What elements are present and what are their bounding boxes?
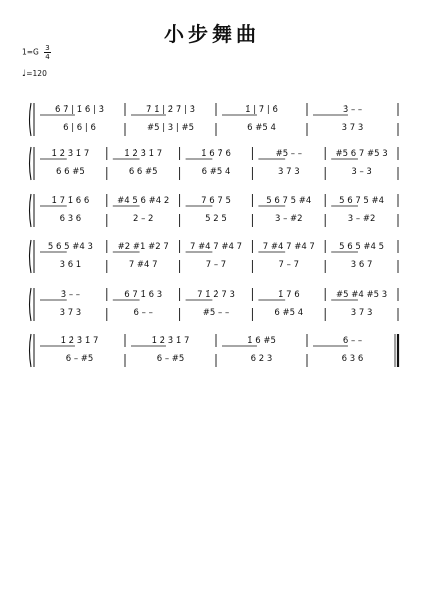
measure-lower: 3 7 3: [277, 167, 300, 177]
measure-upper: 1̇ 6 #5: [247, 336, 276, 346]
system-brace: [30, 147, 32, 180]
measure-lower: 6 – #5: [65, 354, 94, 364]
measure-upper: 1̇ 7 6: [277, 290, 300, 300]
system-brace: [30, 240, 32, 273]
measure-upper: 3̇ – –: [342, 105, 363, 115]
measure-lower: #5 – –: [202, 308, 230, 318]
time-unit: 4: [45, 53, 50, 61]
measure-upper: #5 – –: [275, 149, 303, 159]
measure-lower: 6 #5 4: [274, 308, 304, 318]
measure-upper: 1̇ 2̇ 3̇ 1̇ 7: [60, 336, 99, 346]
measure-upper: #5 #4 #5 3: [336, 290, 388, 300]
system-brace: [30, 194, 32, 227]
measure-lower: 3 7 3: [59, 308, 82, 318]
measure-lower: 6 – #5: [156, 354, 185, 364]
measure-lower: 3 6 7: [350, 260, 373, 270]
measure-lower: 6 6 #5: [128, 167, 158, 177]
measure-upper: 6̇ 7̇ | 1̇ 6̇ | 3̇: [55, 105, 104, 115]
measure-lower: 6 – –: [133, 308, 153, 318]
measure-lower: 6 2 3: [250, 354, 273, 364]
measure-upper: #2 #1 #2 7: [117, 242, 169, 252]
measure-lower: 6 | 6 | 6: [63, 123, 96, 133]
measure-upper: 5 6 5 #4 5: [339, 242, 385, 252]
measure-upper: #5 6 7 #5 3: [335, 149, 388, 159]
measure-lower: 3 7 3: [350, 308, 373, 318]
measure-lower: 3 – #2: [275, 214, 303, 224]
measure-upper: 1̇ 6 7̇ 6: [201, 149, 231, 159]
measure-lower: 5 2 5: [205, 214, 227, 224]
key-label: 1=G: [22, 47, 39, 57]
quarter-note-icon: ♩: [22, 69, 27, 79]
measure-upper: 7 1̇ 2̇ 7 3: [197, 290, 235, 300]
measure-upper: 1̇ | 7̇ | 6̇: [245, 105, 278, 115]
measure-lower: 3 – #2: [347, 214, 376, 224]
system-brace: [30, 288, 32, 321]
measure-upper: 5 6 7 5 #4: [266, 196, 312, 206]
measure-lower: 6 #5 4: [201, 167, 231, 177]
system-brace: [30, 103, 32, 136]
measure-lower: 3 7 3: [341, 123, 364, 133]
measure-upper: 6 7 1̇ 6 3: [124, 290, 163, 300]
time-beats: 3: [45, 44, 50, 52]
measure-lower: 6 #5 4: [247, 123, 276, 133]
measure-lower: 6 3 6: [341, 354, 364, 364]
system-brace: [30, 334, 32, 367]
measure-upper: 1̇ 7 1̇ 6 6: [51, 196, 90, 206]
measure-lower: 7 #4 7: [128, 260, 158, 270]
tempo-value: =120: [26, 69, 47, 78]
measure-upper: 6 – –: [342, 336, 363, 346]
measure-upper: 7̇ 1̇ | 2̇ 7̇ | 3̇: [146, 105, 195, 115]
measure-lower: 7 – 7: [278, 260, 300, 270]
measure-upper: 7 6 7 5: [201, 196, 231, 206]
score-title: 小步舞曲: [164, 22, 260, 46]
measure-lower: 6 6 #5: [56, 167, 85, 177]
measure-upper: 1̇ 2̇ 3̇ 1̇ 7: [51, 149, 90, 159]
measure-lower: 2 – 2: [132, 214, 154, 224]
measure-upper: 7 #4 7 #4 7: [189, 242, 243, 252]
measure-lower: 7 – 7: [205, 260, 227, 270]
measure-lower: #5 | 3 | #5: [146, 123, 195, 133]
measure-upper: 5 6 5 #4 3: [47, 242, 93, 252]
measure-upper: 1̇ 2̇ 3̇ 1̇ 7: [151, 336, 190, 346]
measure-upper: #4 5 6 #4 2: [117, 196, 170, 206]
measure-upper: 3̇ – –: [60, 290, 81, 300]
measure-upper: 5 6 7 5 #4: [339, 196, 385, 206]
measure-lower: 6 3 6: [59, 214, 82, 224]
measure-lower: 3 – 3: [351, 167, 372, 177]
measure-lower: 3 6 1: [59, 260, 82, 270]
measure-upper: 1̇ 2̇ 3̇ 1̇ 7: [124, 149, 163, 159]
measure-upper: 7 #4 7 #4 7: [262, 242, 315, 252]
